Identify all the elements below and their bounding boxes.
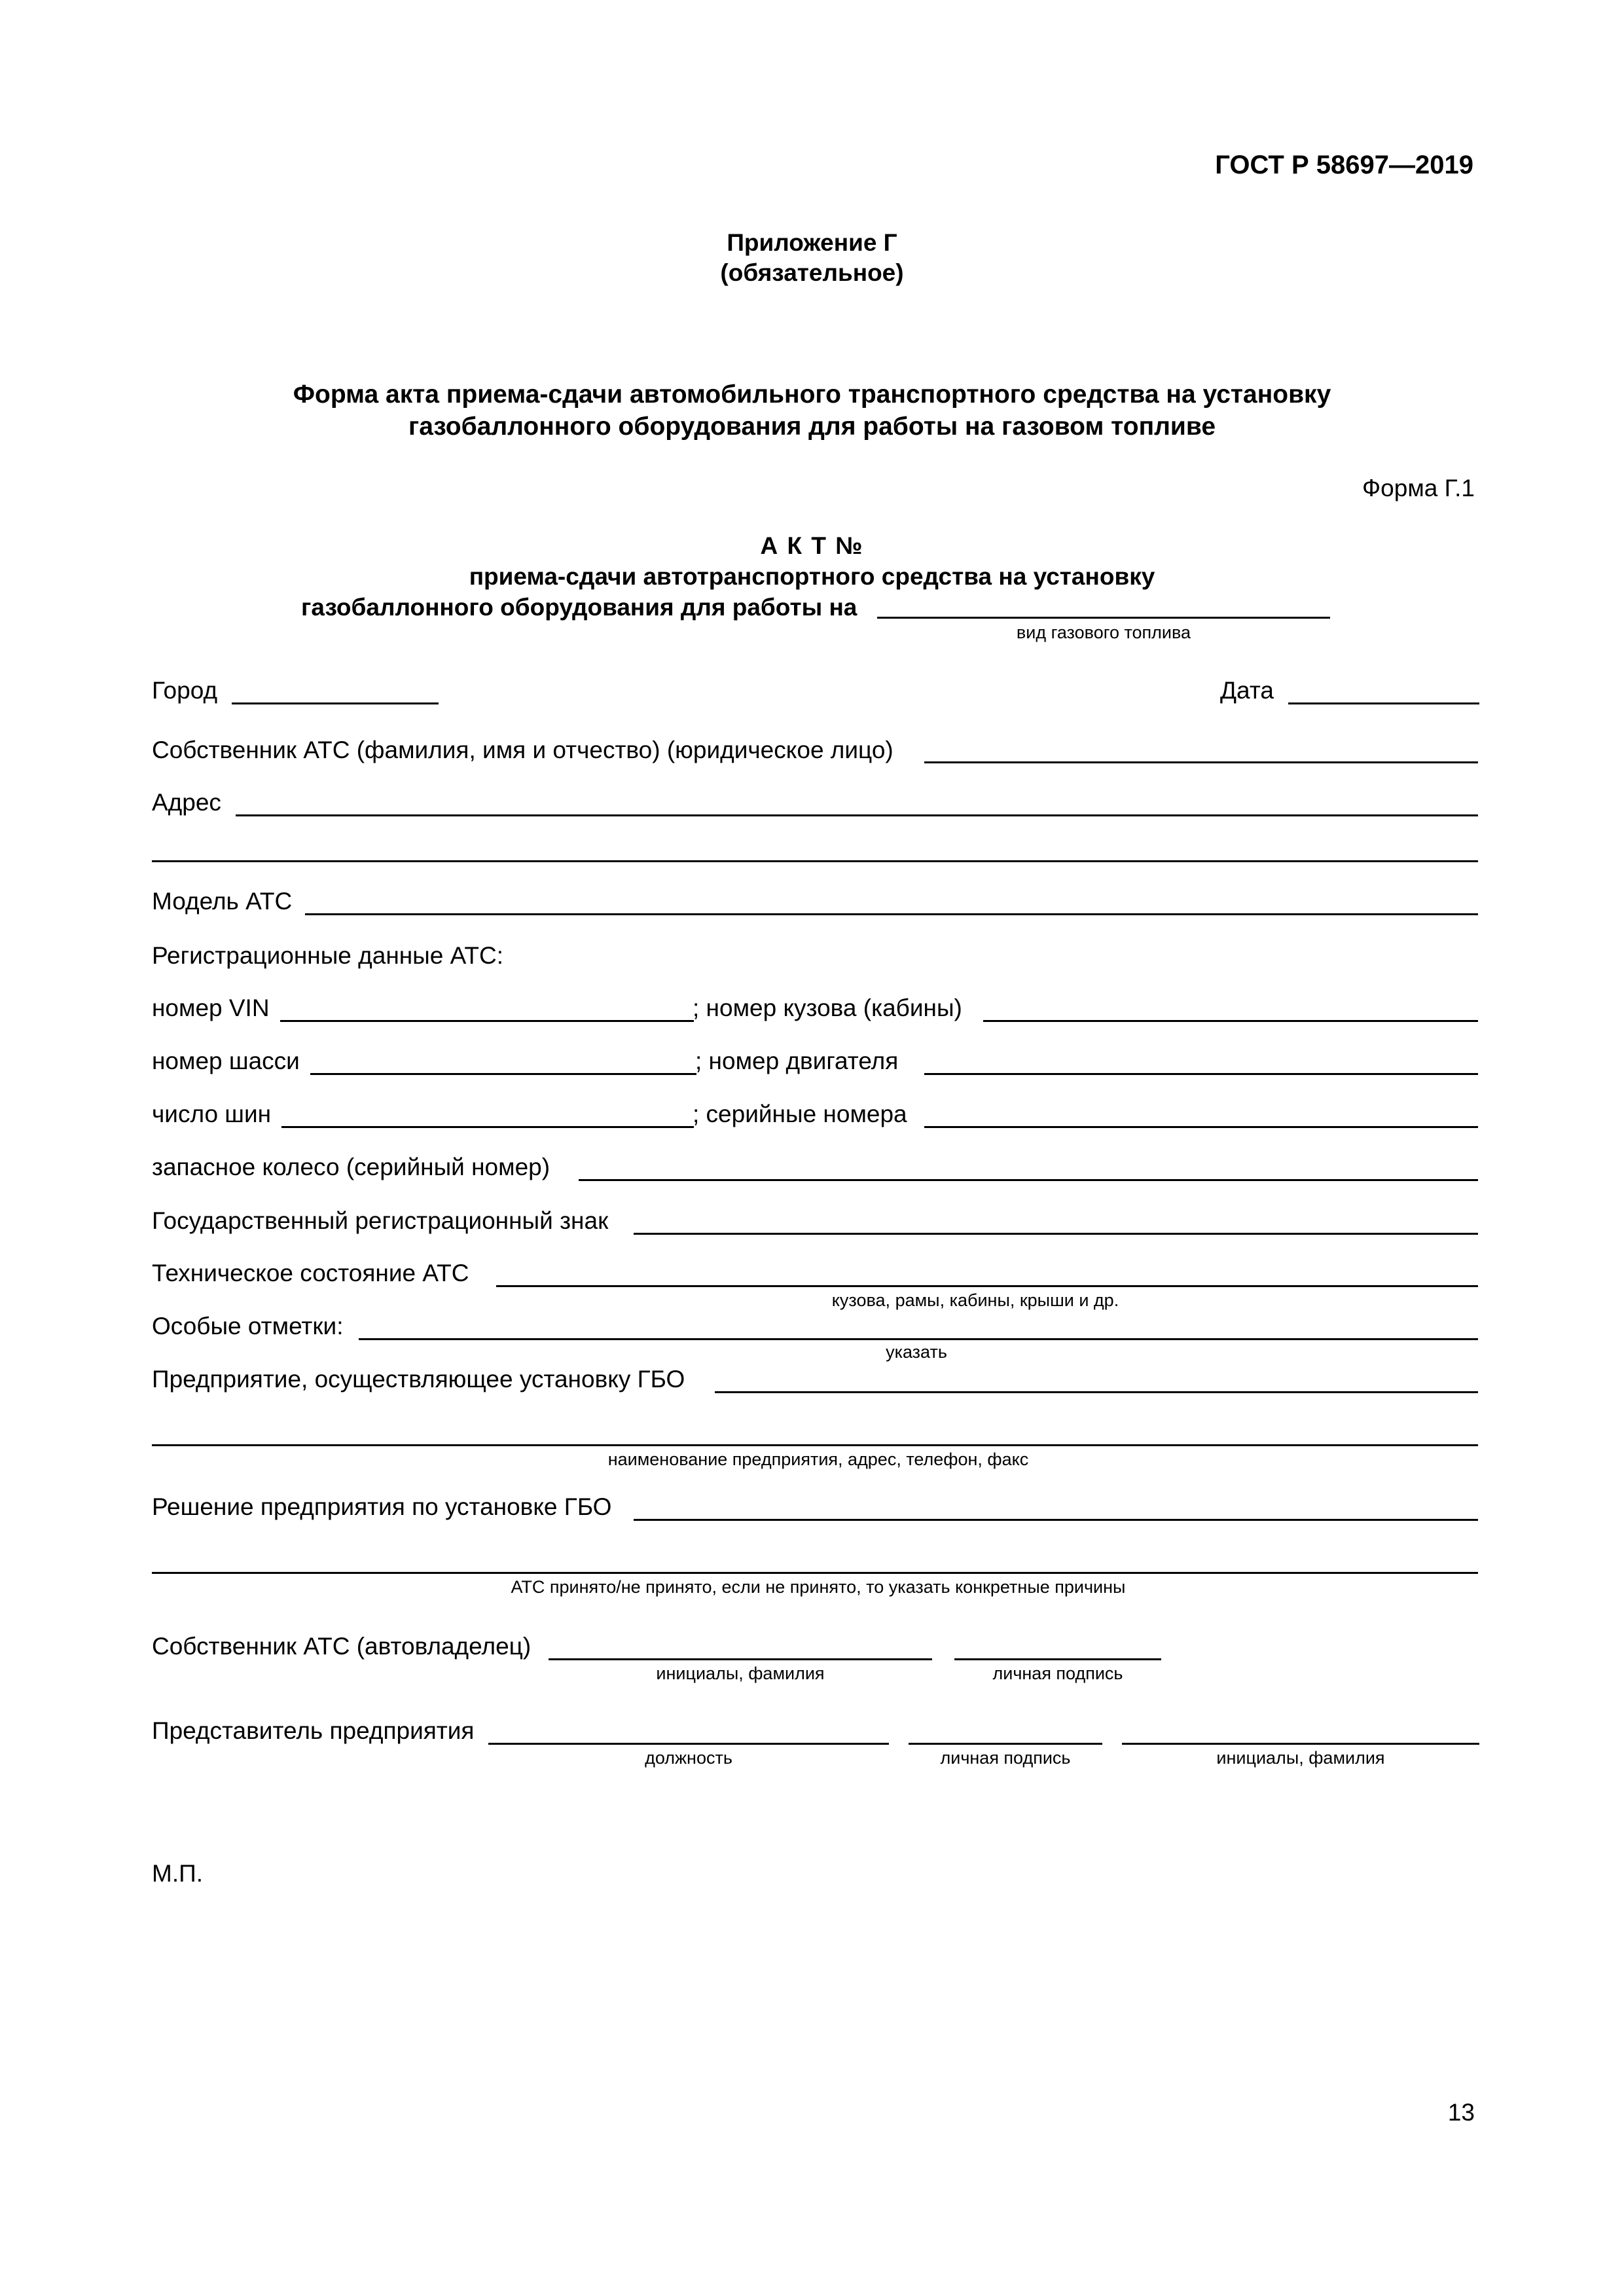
tech-state-label: Техническое состояние АТС <box>152 1260 469 1286</box>
address-label: Адрес <box>152 789 221 816</box>
body-label: ; номер кузова (кабины) <box>693 994 962 1021</box>
notes-field[interactable] <box>359 1338 1478 1340</box>
act-line1: приема-сдачи автотранспортного средства на установку <box>469 563 1155 590</box>
page-number: 13 <box>1447 2099 1475 2126</box>
date-field[interactable] <box>1288 702 1479 704</box>
chassis-field[interactable] <box>310 1073 696 1075</box>
vin-field[interactable] <box>280 1020 694 1022</box>
rep-name-field[interactable] <box>1122 1743 1479 1745</box>
address-field-2[interactable] <box>152 860 1478 862</box>
notes-label: Особые отметки: <box>152 1313 344 1339</box>
city-field[interactable] <box>232 702 439 704</box>
standard-number: ГОСТ Р 58697—2019 <box>1215 151 1473 179</box>
owner-label: Собственник АТС (фамилия, имя и отчество) (юридическое лицо) <box>152 737 893 763</box>
enterprise-caption: наименование предприятия, адрес, телефон, факс <box>607 1449 1029 1469</box>
date-label: Дата <box>1220 677 1274 704</box>
act-line2: газобаллонного оборудования для работы на <box>301 594 857 621</box>
stamp-place: М.П. <box>152 1860 203 1887</box>
spare-field[interactable] <box>579 1179 1478 1181</box>
chassis-label: номер шасси <box>152 1048 300 1074</box>
rep-name-caption: инициалы, фамилия <box>1216 1748 1385 1768</box>
spare-label: запасное колесо (серийный номер) <box>152 1154 550 1180</box>
form-number: Форма Г.1 <box>1362 475 1475 501</box>
engine-field[interactable] <box>924 1073 1478 1075</box>
enterprise-field-2[interactable] <box>152 1444 1478 1446</box>
serials-field[interactable] <box>924 1126 1478 1128</box>
decision-field-2[interactable] <box>152 1572 1478 1574</box>
tires-label: число шин <box>152 1101 272 1127</box>
rep-label: Представитель предприятия <box>152 1717 475 1744</box>
rep-signature-caption: личная подпись <box>940 1748 1071 1768</box>
body-field[interactable] <box>983 1020 1478 1022</box>
tech-state-field[interactable] <box>496 1285 1478 1287</box>
address-field[interactable] <box>236 814 1478 816</box>
tech-state-caption: кузова, рамы, кабины, крыши и др. <box>831 1290 1119 1310</box>
enterprise-field[interactable] <box>715 1391 1478 1393</box>
owner-signature-field[interactable] <box>954 1658 1161 1660</box>
rep-position-caption: должность <box>645 1748 732 1768</box>
decision-label: Решение предприятия по установке ГБО <box>152 1493 612 1520</box>
model-field[interactable] <box>305 913 1478 915</box>
enterprise-label: Предприятие, осуществляющее установку ГБО <box>152 1366 685 1393</box>
owner-sign-label: Собственник АТС (автовладелец) <box>152 1633 532 1660</box>
city-label: Город <box>152 677 218 704</box>
owner-name-caption: инициалы, фамилия <box>656 1664 825 1683</box>
plate-field[interactable] <box>634 1233 1478 1235</box>
notes-caption: указать <box>886 1342 947 1362</box>
engine-label: ; номер двигателя <box>695 1048 899 1074</box>
heading-line1: Форма акта приема-сдачи автомобильного транспортного средства на установку <box>293 380 1331 409</box>
act-title: А К Т № <box>760 532 864 559</box>
rep-signature-field[interactable] <box>909 1743 1102 1745</box>
fuel-type-line[interactable] <box>877 617 1330 619</box>
serials-label: ; серийные номера <box>693 1101 907 1127</box>
owner-field[interactable] <box>924 761 1478 763</box>
owner-name-field[interactable] <box>549 1658 932 1660</box>
appendix-title: Приложение Г <box>727 229 897 256</box>
decision-caption: АТС принято/не принято, если не принято, то указать конкретные причины <box>511 1577 1126 1597</box>
owner-signature-caption: личная подпись <box>992 1664 1123 1683</box>
appendix-status: (обязательное) <box>720 259 904 286</box>
reg-data-label: Регистрационные данные АТС: <box>152 942 504 969</box>
heading-line2: газобаллонного оборудования для работы на газовом топливе <box>408 412 1216 441</box>
tires-field[interactable] <box>281 1126 694 1128</box>
fuel-type-caption: вид газового топлива <box>1016 623 1191 642</box>
model-label: Модель АТС <box>152 888 293 915</box>
rep-position-field[interactable] <box>488 1743 889 1745</box>
vin-label: номер VIN <box>152 994 270 1021</box>
decision-field[interactable] <box>634 1519 1478 1521</box>
plate-label: Государственный регистрационный знак <box>152 1207 609 1234</box>
